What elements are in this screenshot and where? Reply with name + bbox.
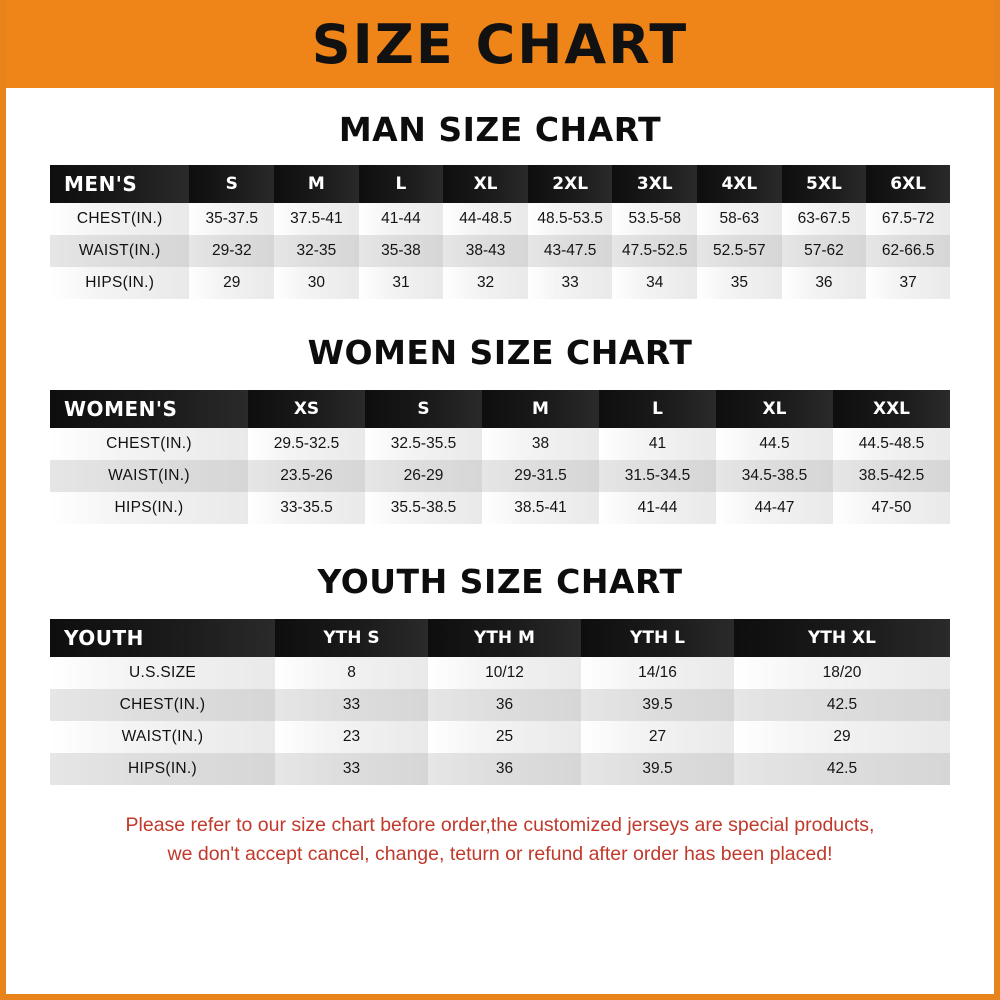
table-cell: 14/16 <box>581 657 734 689</box>
table-header-row <box>50 619 950 657</box>
table-row <box>50 492 950 524</box>
row-label: HIPS(IN.) <box>50 492 248 524</box>
table-cell: 34.5-38.5 <box>716 460 833 492</box>
table-header-cell: XS <box>248 390 365 428</box>
table-header-row <box>50 165 950 203</box>
table-cell: 26-29 <box>365 460 482 492</box>
table-cell: 25 <box>428 721 581 753</box>
section-man <box>6 110 994 299</box>
table-cell: 31.5-34.5 <box>599 460 716 492</box>
row-label: WAIST(IN.) <box>50 721 275 753</box>
table-row <box>50 267 950 299</box>
footer-line-1: Please refer to our size chart before order,the customized jerseys are special products, <box>125 814 875 836</box>
table-cell: 10/12 <box>428 657 581 689</box>
table-row <box>50 721 950 753</box>
table-header-cell: XXL <box>833 390 950 428</box>
table-cell: 34 <box>612 267 697 299</box>
table-header-cell: L <box>359 165 444 203</box>
table-cell: 37 <box>866 267 950 299</box>
table-cell: 37.5-41 <box>274 203 359 235</box>
table-cell: 30 <box>274 267 359 299</box>
table-cell: 35.5-38.5 <box>365 492 482 524</box>
table-cell: 38 <box>482 428 599 460</box>
table-cell: 36 <box>782 267 867 299</box>
footer-note <box>50 811 950 870</box>
table-cell: 58-63 <box>697 203 782 235</box>
table-header-cell: YTH M <box>428 619 581 657</box>
table-header-cell: 6XL <box>866 165 950 203</box>
table-cell: 33 <box>275 753 428 785</box>
table-row <box>50 235 950 267</box>
table-cell: 38.5-41 <box>482 492 599 524</box>
table-header-cell: XL <box>443 165 528 203</box>
table-header-cell: 4XL <box>697 165 782 203</box>
table-header-cell: YTH XL <box>734 619 950 657</box>
table-cell: 39.5 <box>581 753 734 785</box>
table-header-cell: MEN'S <box>50 165 189 203</box>
table-header-row <box>50 390 950 428</box>
women-size-table <box>50 390 950 524</box>
row-label: U.S.SIZE <box>50 657 275 689</box>
table-row <box>50 203 950 235</box>
table-cell: 32.5-35.5 <box>365 428 482 460</box>
table-header-cell: 3XL <box>612 165 697 203</box>
table-cell: 44.5 <box>716 428 833 460</box>
youth-size-table <box>50 619 950 785</box>
table-cell: 42.5 <box>734 753 950 785</box>
page-banner <box>6 0 994 88</box>
row-label: HIPS(IN.) <box>50 267 189 299</box>
table-cell: 35 <box>697 267 782 299</box>
row-label: CHEST(IN.) <box>50 203 189 235</box>
table-cell: 23 <box>275 721 428 753</box>
table-cell: 38-43 <box>443 235 528 267</box>
table-cell: 35-37.5 <box>189 203 274 235</box>
table-cell: 27 <box>581 721 734 753</box>
table-cell: 44.5-48.5 <box>833 428 950 460</box>
table-header-cell: S <box>365 390 482 428</box>
table-cell: 41-44 <box>599 492 716 524</box>
row-label: WAIST(IN.) <box>50 235 189 267</box>
table-cell: 41 <box>599 428 716 460</box>
table-cell: 18/20 <box>734 657 950 689</box>
row-label: CHEST(IN.) <box>50 689 275 721</box>
table-cell: 44-47 <box>716 492 833 524</box>
table-cell: 29.5-32.5 <box>248 428 365 460</box>
table-cell: 8 <box>275 657 428 689</box>
table-cell: 44-48.5 <box>443 203 528 235</box>
table-row <box>50 428 950 460</box>
table-header-cell: YTH L <box>581 619 734 657</box>
table-cell: 47-50 <box>833 492 950 524</box>
table-row <box>50 753 950 785</box>
table-cell: 43-47.5 <box>528 235 613 267</box>
table-cell: 42.5 <box>734 689 950 721</box>
table-header-cell: L <box>599 390 716 428</box>
table-header-cell: M <box>482 390 599 428</box>
table-header-cell: 2XL <box>528 165 613 203</box>
table-cell: 29-32 <box>189 235 274 267</box>
table-cell: 67.5-72 <box>866 203 950 235</box>
table-row <box>50 657 950 689</box>
table-cell: 47.5-52.5 <box>612 235 697 267</box>
table-cell: 33 <box>528 267 613 299</box>
table-cell: 62-66.5 <box>866 235 950 267</box>
table-cell: 29 <box>189 267 274 299</box>
table-cell: 29-31.5 <box>482 460 599 492</box>
table-cell: 63-67.5 <box>782 203 867 235</box>
table-cell: 41-44 <box>359 203 444 235</box>
table-cell: 35-38 <box>359 235 444 267</box>
table-cell: 38.5-42.5 <box>833 460 950 492</box>
table-cell: 29 <box>734 721 950 753</box>
section-title-man: MAN SIZE CHART <box>338 110 662 149</box>
man-size-table <box>50 165 950 299</box>
table-header-cell: M <box>274 165 359 203</box>
row-label: WAIST(IN.) <box>50 460 248 492</box>
row-label: CHEST(IN.) <box>50 428 248 460</box>
table-cell: 57-62 <box>782 235 867 267</box>
table-cell: 23.5-26 <box>248 460 365 492</box>
table-cell: 48.5-53.5 <box>528 203 613 235</box>
table-header-cell: XL <box>716 390 833 428</box>
table-cell: 32 <box>443 267 528 299</box>
table-cell: 32-35 <box>274 235 359 267</box>
table-cell: 33 <box>275 689 428 721</box>
table-header-cell: YOUTH <box>50 619 275 657</box>
footer-line-2: we don't accept cancel, change, teturn or refund after order has been placed! <box>167 843 833 866</box>
row-label: HIPS(IN.) <box>50 753 275 785</box>
table-cell: 39.5 <box>581 689 734 721</box>
table-cell: 53.5-58 <box>612 203 697 235</box>
table-cell: 36 <box>428 689 581 721</box>
table-cell: 31 <box>359 267 444 299</box>
table-cell: 52.5-57 <box>697 235 782 267</box>
table-row <box>50 460 950 492</box>
section-youth <box>6 562 994 785</box>
section-women <box>6 333 994 524</box>
table-cell: 36 <box>428 753 581 785</box>
table-row <box>50 689 950 721</box>
page-title: SIZE CHART <box>311 13 689 76</box>
table-header-cell: 5XL <box>782 165 867 203</box>
section-title-women: WOMEN SIZE CHART <box>307 333 693 372</box>
table-header-cell: WOMEN'S <box>50 390 248 428</box>
section-title-youth: YOUTH SIZE CHART <box>317 562 683 601</box>
table-header-cell: YTH S <box>275 619 428 657</box>
table-header-cell: S <box>189 165 274 203</box>
table-cell: 33-35.5 <box>248 492 365 524</box>
